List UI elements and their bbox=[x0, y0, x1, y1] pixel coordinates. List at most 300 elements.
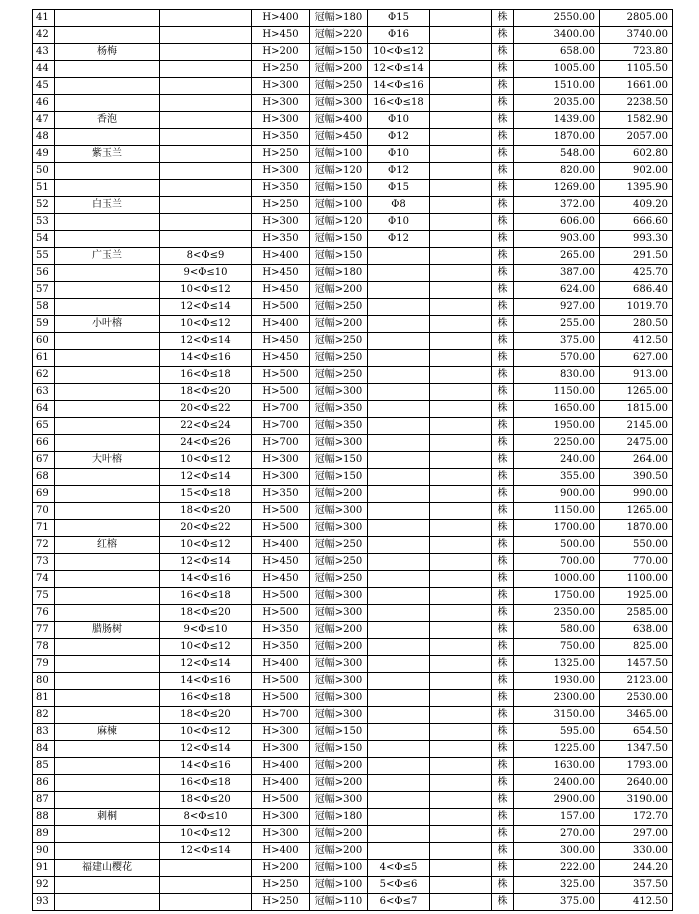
diameter-cell bbox=[160, 180, 252, 197]
diameter-cell: 12<Φ≤14 bbox=[160, 656, 252, 673]
empty-cell bbox=[430, 316, 492, 333]
unit-cell: 株 bbox=[492, 690, 514, 707]
height-spec-cell: H>300 bbox=[252, 469, 310, 486]
size-spec-cell: 16<Φ≤18 bbox=[368, 95, 430, 112]
price-with-tax-cell: 1105.50 bbox=[600, 61, 673, 78]
table-row bbox=[33, 673, 673, 690]
row-number-cell: 52 bbox=[33, 197, 55, 214]
crown-spec-cell: 冠幅>200 bbox=[310, 843, 368, 860]
size-spec-cell bbox=[368, 554, 430, 571]
unit-cell: 株 bbox=[492, 792, 514, 809]
price-cell: 3400.00 bbox=[514, 27, 600, 44]
table-row bbox=[33, 350, 673, 367]
table-row bbox=[33, 95, 673, 112]
empty-cell bbox=[430, 724, 492, 741]
table-row bbox=[33, 231, 673, 248]
table-row bbox=[33, 435, 673, 452]
row-number-cell: 82 bbox=[33, 707, 55, 724]
table-row bbox=[33, 452, 673, 469]
unit-cell: 株 bbox=[492, 418, 514, 435]
row-number-cell: 89 bbox=[33, 826, 55, 843]
table-row bbox=[33, 401, 673, 418]
height-spec-cell: H>500 bbox=[252, 588, 310, 605]
empty-cell bbox=[430, 61, 492, 78]
size-spec-cell bbox=[368, 622, 430, 639]
size-spec-cell bbox=[368, 316, 430, 333]
diameter-cell: 12<Φ≤14 bbox=[160, 554, 252, 571]
row-number-cell: 93 bbox=[33, 894, 55, 911]
price-with-tax-cell: 2585.00 bbox=[600, 605, 673, 622]
crown-spec-cell: 冠幅>180 bbox=[310, 10, 368, 27]
table-row bbox=[33, 78, 673, 95]
row-number-cell: 57 bbox=[33, 282, 55, 299]
plant-name-cell: 杨梅 bbox=[55, 44, 160, 61]
plant-name-cell bbox=[55, 469, 160, 486]
size-spec-cell bbox=[368, 537, 430, 554]
height-spec-cell: H>500 bbox=[252, 673, 310, 690]
unit-cell: 株 bbox=[492, 673, 514, 690]
crown-spec-cell: 冠幅>150 bbox=[310, 741, 368, 758]
row-number-cell: 54 bbox=[33, 231, 55, 248]
row-number-cell: 92 bbox=[33, 877, 55, 894]
crown-spec-cell: 冠幅>250 bbox=[310, 299, 368, 316]
plant-name-cell bbox=[55, 299, 160, 316]
empty-cell bbox=[430, 571, 492, 588]
plant-name-cell bbox=[55, 758, 160, 775]
unit-cell: 株 bbox=[492, 452, 514, 469]
size-spec-cell bbox=[368, 367, 430, 384]
unit-cell: 株 bbox=[492, 656, 514, 673]
unit-cell: 株 bbox=[492, 384, 514, 401]
empty-cell bbox=[430, 384, 492, 401]
unit-cell: 株 bbox=[492, 588, 514, 605]
price-with-tax-cell: 1793.00 bbox=[600, 758, 673, 775]
diameter-cell: 16<Φ≤18 bbox=[160, 367, 252, 384]
plant-name-cell bbox=[55, 571, 160, 588]
size-spec-cell bbox=[368, 350, 430, 367]
unit-cell: 株 bbox=[492, 809, 514, 826]
height-spec-cell: H>400 bbox=[252, 316, 310, 333]
empty-cell bbox=[430, 282, 492, 299]
price-with-tax-cell: 3740.00 bbox=[600, 27, 673, 44]
price-with-tax-cell: 1870.00 bbox=[600, 520, 673, 537]
plant-name-cell bbox=[55, 401, 160, 418]
plant-name-cell bbox=[55, 486, 160, 503]
price-with-tax-cell: 1815.00 bbox=[600, 401, 673, 418]
size-spec-cell bbox=[368, 401, 430, 418]
price-cell: 658.00 bbox=[514, 44, 600, 61]
empty-cell bbox=[430, 44, 492, 61]
size-spec-cell bbox=[368, 724, 430, 741]
row-number-cell: 42 bbox=[33, 27, 55, 44]
price-with-tax-cell: 409.20 bbox=[600, 197, 673, 214]
empty-cell bbox=[430, 180, 492, 197]
height-spec-cell: H>250 bbox=[252, 894, 310, 911]
diameter-cell: 20<Φ≤22 bbox=[160, 520, 252, 537]
height-spec-cell: H>350 bbox=[252, 622, 310, 639]
empty-cell bbox=[430, 452, 492, 469]
height-spec-cell: H>300 bbox=[252, 214, 310, 231]
diameter-cell: 18<Φ≤20 bbox=[160, 503, 252, 520]
price-with-tax-cell: 1582.90 bbox=[600, 112, 673, 129]
price-cell: 580.00 bbox=[514, 622, 600, 639]
unit-cell: 株 bbox=[492, 639, 514, 656]
crown-spec-cell: 冠幅>180 bbox=[310, 265, 368, 282]
plant-name-cell bbox=[55, 265, 160, 282]
unit-cell: 株 bbox=[492, 231, 514, 248]
table-row bbox=[33, 605, 673, 622]
table-row bbox=[33, 537, 673, 554]
table-row bbox=[33, 214, 673, 231]
table-row bbox=[33, 775, 673, 792]
empty-cell bbox=[430, 401, 492, 418]
row-number-cell: 80 bbox=[33, 673, 55, 690]
crown-spec-cell: 冠幅>250 bbox=[310, 367, 368, 384]
height-spec-cell: H>450 bbox=[252, 571, 310, 588]
crown-spec-cell: 冠幅>200 bbox=[310, 486, 368, 503]
price-with-tax-cell: 913.00 bbox=[600, 367, 673, 384]
size-spec-cell: Φ12 bbox=[368, 129, 430, 146]
plant-name-cell bbox=[55, 78, 160, 95]
row-number-cell: 78 bbox=[33, 639, 55, 656]
unit-cell: 株 bbox=[492, 197, 514, 214]
plant-name-cell bbox=[55, 554, 160, 571]
height-spec-cell: H>700 bbox=[252, 707, 310, 724]
price-cell: 2035.00 bbox=[514, 95, 600, 112]
price-with-tax-cell: 357.50 bbox=[600, 877, 673, 894]
crown-spec-cell: 冠幅>350 bbox=[310, 418, 368, 435]
plant-name-cell: 刺桐 bbox=[55, 809, 160, 826]
crown-spec-cell: 冠幅>250 bbox=[310, 537, 368, 554]
diameter-cell bbox=[160, 61, 252, 78]
height-spec-cell: H>350 bbox=[252, 639, 310, 656]
empty-cell bbox=[430, 95, 492, 112]
empty-cell bbox=[430, 214, 492, 231]
diameter-cell: 20<Φ≤22 bbox=[160, 401, 252, 418]
table-row bbox=[33, 367, 673, 384]
size-spec-cell bbox=[368, 520, 430, 537]
size-spec-cell bbox=[368, 248, 430, 265]
diameter-cell bbox=[160, 860, 252, 877]
size-spec-cell: 10<Φ≤12 bbox=[368, 44, 430, 61]
table-row bbox=[33, 10, 673, 27]
row-number-cell: 88 bbox=[33, 809, 55, 826]
empty-cell bbox=[430, 588, 492, 605]
row-number-cell: 61 bbox=[33, 350, 55, 367]
crown-spec-cell: 冠幅>300 bbox=[310, 656, 368, 673]
table-row bbox=[33, 792, 673, 809]
price-with-tax-cell: 1395.90 bbox=[600, 180, 673, 197]
diameter-cell: 16<Φ≤18 bbox=[160, 690, 252, 707]
crown-spec-cell: 冠幅>200 bbox=[310, 282, 368, 299]
empty-cell bbox=[430, 129, 492, 146]
unit-cell: 株 bbox=[492, 843, 514, 860]
price-with-tax-cell: 2057.00 bbox=[600, 129, 673, 146]
diameter-cell: 18<Φ≤20 bbox=[160, 707, 252, 724]
price-with-tax-cell: 2238.50 bbox=[600, 95, 673, 112]
diameter-cell bbox=[160, 95, 252, 112]
size-spec-cell bbox=[368, 792, 430, 809]
unit-cell: 株 bbox=[492, 741, 514, 758]
plant-name-cell: 广玉兰 bbox=[55, 248, 160, 265]
price-with-tax-cell: 1019.70 bbox=[600, 299, 673, 316]
crown-spec-cell: 冠幅>300 bbox=[310, 435, 368, 452]
unit-cell: 株 bbox=[492, 214, 514, 231]
table-row bbox=[33, 27, 673, 44]
price-cell: 1630.00 bbox=[514, 758, 600, 775]
crown-spec-cell: 冠幅>350 bbox=[310, 401, 368, 418]
price-cell: 265.00 bbox=[514, 248, 600, 265]
table-row bbox=[33, 163, 673, 180]
plant-name-cell bbox=[55, 384, 160, 401]
price-cell: 2400.00 bbox=[514, 775, 600, 792]
table-row bbox=[33, 877, 673, 894]
crown-spec-cell: 冠幅>150 bbox=[310, 231, 368, 248]
price-cell: 750.00 bbox=[514, 639, 600, 656]
diameter-cell: 18<Φ≤20 bbox=[160, 384, 252, 401]
size-spec-cell bbox=[368, 469, 430, 486]
diameter-cell: 16<Φ≤18 bbox=[160, 775, 252, 792]
plant-name-cell bbox=[55, 333, 160, 350]
plant-name-cell bbox=[55, 435, 160, 452]
row-number-cell: 62 bbox=[33, 367, 55, 384]
crown-spec-cell: 冠幅>300 bbox=[310, 707, 368, 724]
row-number-cell: 48 bbox=[33, 129, 55, 146]
row-number-cell: 44 bbox=[33, 61, 55, 78]
size-spec-cell bbox=[368, 639, 430, 656]
price-cell: 355.00 bbox=[514, 469, 600, 486]
unit-cell: 株 bbox=[492, 775, 514, 792]
row-number-cell: 91 bbox=[33, 860, 55, 877]
height-spec-cell: H>500 bbox=[252, 690, 310, 707]
table-row bbox=[33, 741, 673, 758]
plant-name-cell bbox=[55, 367, 160, 384]
size-spec-cell: Φ16 bbox=[368, 27, 430, 44]
unit-cell: 株 bbox=[492, 469, 514, 486]
price-cell: 700.00 bbox=[514, 554, 600, 571]
price-with-tax-cell: 902.00 bbox=[600, 163, 673, 180]
diameter-cell: 14<Φ≤16 bbox=[160, 673, 252, 690]
size-spec-cell bbox=[368, 265, 430, 282]
size-spec-cell: Φ10 bbox=[368, 146, 430, 163]
empty-cell bbox=[430, 792, 492, 809]
plant-name-cell bbox=[55, 588, 160, 605]
crown-spec-cell: 冠幅>300 bbox=[310, 520, 368, 537]
size-spec-cell bbox=[368, 503, 430, 520]
table-row bbox=[33, 197, 673, 214]
price-with-tax-cell: 297.00 bbox=[600, 826, 673, 843]
price-cell: 1150.00 bbox=[514, 503, 600, 520]
height-spec-cell: H>300 bbox=[252, 809, 310, 826]
table-row bbox=[33, 860, 673, 877]
diameter-cell: 12<Φ≤14 bbox=[160, 741, 252, 758]
crown-spec-cell: 冠幅>150 bbox=[310, 469, 368, 486]
plant-name-cell bbox=[55, 350, 160, 367]
crown-spec-cell: 冠幅>100 bbox=[310, 860, 368, 877]
price-with-tax-cell: 825.00 bbox=[600, 639, 673, 656]
price-cell: 1000.00 bbox=[514, 571, 600, 588]
crown-spec-cell: 冠幅>300 bbox=[310, 690, 368, 707]
height-spec-cell: H>350 bbox=[252, 129, 310, 146]
size-spec-cell bbox=[368, 843, 430, 860]
diameter-cell bbox=[160, 146, 252, 163]
empty-cell bbox=[430, 112, 492, 129]
row-number-cell: 79 bbox=[33, 656, 55, 673]
diameter-cell bbox=[160, 163, 252, 180]
height-spec-cell: H>350 bbox=[252, 231, 310, 248]
diameter-cell: 22<Φ≤24 bbox=[160, 418, 252, 435]
price-cell: 1650.00 bbox=[514, 401, 600, 418]
row-number-cell: 56 bbox=[33, 265, 55, 282]
height-spec-cell: H>500 bbox=[252, 503, 310, 520]
crown-spec-cell: 冠幅>150 bbox=[310, 452, 368, 469]
price-with-tax-cell: 3190.00 bbox=[600, 792, 673, 809]
unit-cell: 株 bbox=[492, 78, 514, 95]
price-with-tax-cell: 291.50 bbox=[600, 248, 673, 265]
row-number-cell: 68 bbox=[33, 469, 55, 486]
height-spec-cell: H>500 bbox=[252, 605, 310, 622]
crown-spec-cell: 冠幅>250 bbox=[310, 350, 368, 367]
plant-name-cell bbox=[55, 605, 160, 622]
unit-cell: 株 bbox=[492, 724, 514, 741]
crown-spec-cell: 冠幅>120 bbox=[310, 214, 368, 231]
unit-cell: 株 bbox=[492, 248, 514, 265]
price-with-tax-cell: 1661.00 bbox=[600, 78, 673, 95]
unit-cell: 株 bbox=[492, 44, 514, 61]
height-spec-cell: H>450 bbox=[252, 350, 310, 367]
price-with-tax-cell: 412.50 bbox=[600, 333, 673, 350]
unit-cell: 株 bbox=[492, 61, 514, 78]
unit-cell: 株 bbox=[492, 537, 514, 554]
price-cell: 387.00 bbox=[514, 265, 600, 282]
row-number-cell: 63 bbox=[33, 384, 55, 401]
price-with-tax-cell: 280.50 bbox=[600, 316, 673, 333]
height-spec-cell: H>400 bbox=[252, 10, 310, 27]
price-with-tax-cell: 2145.00 bbox=[600, 418, 673, 435]
price-with-tax-cell: 993.30 bbox=[600, 231, 673, 248]
height-spec-cell: H>400 bbox=[252, 775, 310, 792]
crown-spec-cell: 冠幅>100 bbox=[310, 197, 368, 214]
unit-cell: 株 bbox=[492, 367, 514, 384]
crown-spec-cell: 冠幅>120 bbox=[310, 163, 368, 180]
price-with-tax-cell: 638.00 bbox=[600, 622, 673, 639]
empty-cell bbox=[430, 775, 492, 792]
size-spec-cell bbox=[368, 673, 430, 690]
height-spec-cell: H>500 bbox=[252, 792, 310, 809]
diameter-cell: 18<Φ≤20 bbox=[160, 792, 252, 809]
table-row bbox=[33, 418, 673, 435]
diameter-cell: 12<Φ≤14 bbox=[160, 843, 252, 860]
diameter-cell bbox=[160, 112, 252, 129]
empty-cell bbox=[430, 367, 492, 384]
price-cell: 3150.00 bbox=[514, 707, 600, 724]
table-row bbox=[33, 571, 673, 588]
empty-cell bbox=[430, 78, 492, 95]
size-spec-cell bbox=[368, 656, 430, 673]
unit-cell: 株 bbox=[492, 401, 514, 418]
empty-cell bbox=[430, 435, 492, 452]
size-spec-cell bbox=[368, 384, 430, 401]
unit-cell: 株 bbox=[492, 503, 514, 520]
row-number-cell: 55 bbox=[33, 248, 55, 265]
price-with-tax-cell: 264.00 bbox=[600, 452, 673, 469]
price-with-tax-cell: 686.40 bbox=[600, 282, 673, 299]
price-cell: 903.00 bbox=[514, 231, 600, 248]
price-cell: 1005.00 bbox=[514, 61, 600, 78]
empty-cell bbox=[430, 350, 492, 367]
crown-spec-cell: 冠幅>400 bbox=[310, 112, 368, 129]
row-number-cell: 69 bbox=[33, 486, 55, 503]
table-row bbox=[33, 469, 673, 486]
price-with-tax-cell: 172.70 bbox=[600, 809, 673, 826]
crown-spec-cell: 冠幅>300 bbox=[310, 384, 368, 401]
diameter-cell: 14<Φ≤16 bbox=[160, 350, 252, 367]
price-cell: 595.00 bbox=[514, 724, 600, 741]
plant-name-cell bbox=[55, 503, 160, 520]
diameter-cell: 12<Φ≤14 bbox=[160, 469, 252, 486]
crown-spec-cell: 冠幅>450 bbox=[310, 129, 368, 146]
crown-spec-cell: 冠幅>250 bbox=[310, 571, 368, 588]
plant-name-cell bbox=[55, 95, 160, 112]
crown-spec-cell: 冠幅>200 bbox=[310, 61, 368, 78]
row-number-cell: 53 bbox=[33, 214, 55, 231]
unit-cell: 株 bbox=[492, 894, 514, 911]
diameter-cell: 10<Φ≤12 bbox=[160, 316, 252, 333]
table-row bbox=[33, 61, 673, 78]
unit-cell: 株 bbox=[492, 10, 514, 27]
diameter-cell bbox=[160, 78, 252, 95]
unit-cell: 株 bbox=[492, 27, 514, 44]
diameter-cell: 8<Φ≤9 bbox=[160, 248, 252, 265]
diameter-cell: 10<Φ≤12 bbox=[160, 724, 252, 741]
price-cell: 1750.00 bbox=[514, 588, 600, 605]
price-with-tax-cell: 1347.50 bbox=[600, 741, 673, 758]
empty-cell bbox=[430, 27, 492, 44]
price-with-tax-cell: 1265.00 bbox=[600, 503, 673, 520]
height-spec-cell: H>300 bbox=[252, 826, 310, 843]
diameter-cell: 24<Φ≤26 bbox=[160, 435, 252, 452]
row-number-cell: 43 bbox=[33, 44, 55, 61]
empty-cell bbox=[430, 418, 492, 435]
price-cell: 372.00 bbox=[514, 197, 600, 214]
plant-name-cell bbox=[55, 673, 160, 690]
size-spec-cell bbox=[368, 588, 430, 605]
plant-name-cell: 小叶榕 bbox=[55, 316, 160, 333]
price-cell: 375.00 bbox=[514, 333, 600, 350]
row-number-cell: 74 bbox=[33, 571, 55, 588]
size-spec-cell bbox=[368, 452, 430, 469]
size-spec-cell bbox=[368, 571, 430, 588]
height-spec-cell: H>300 bbox=[252, 95, 310, 112]
plant-name-cell bbox=[55, 231, 160, 248]
size-spec-cell: Φ15 bbox=[368, 180, 430, 197]
height-spec-cell: H>450 bbox=[252, 27, 310, 44]
diameter-cell: 9<Φ≤10 bbox=[160, 622, 252, 639]
plant-name-cell bbox=[55, 180, 160, 197]
empty-cell bbox=[430, 537, 492, 554]
crown-spec-cell: 冠幅>250 bbox=[310, 554, 368, 571]
diameter-cell: 18<Φ≤20 bbox=[160, 605, 252, 622]
height-spec-cell: H>400 bbox=[252, 656, 310, 673]
price-cell: 500.00 bbox=[514, 537, 600, 554]
empty-cell bbox=[430, 333, 492, 350]
size-spec-cell bbox=[368, 809, 430, 826]
table-row bbox=[33, 520, 673, 537]
empty-cell bbox=[430, 469, 492, 486]
diameter-cell: 10<Φ≤12 bbox=[160, 537, 252, 554]
empty-cell bbox=[430, 690, 492, 707]
unit-cell: 株 bbox=[492, 316, 514, 333]
